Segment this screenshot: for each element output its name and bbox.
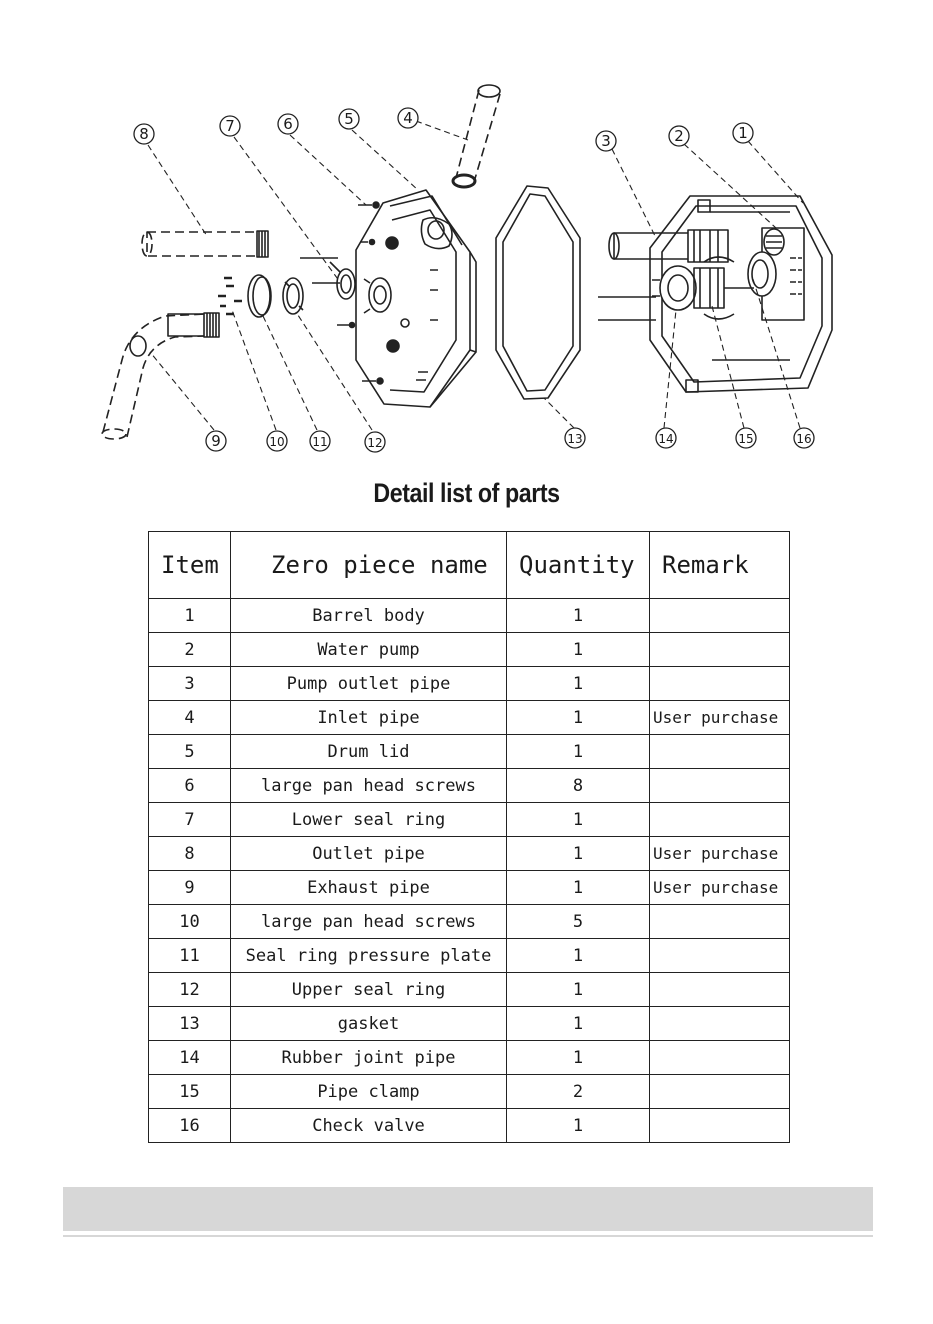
cell-remark: [650, 769, 790, 803]
callout-12: 12: [367, 436, 383, 450]
cell-remark: User purchase: [650, 837, 790, 871]
callout-1: 1: [738, 124, 748, 142]
cell-remark: [650, 735, 790, 769]
cell-name: Inlet pipe: [231, 701, 507, 735]
cell-item: 3: [149, 667, 231, 701]
cell-remark: [650, 633, 790, 667]
cell-quantity: 5: [507, 905, 650, 939]
parts-table: [148, 531, 790, 1143]
table-row: [149, 871, 790, 905]
footer-bar: [63, 1187, 873, 1231]
cell-name: Rubber joint pipe: [231, 1041, 507, 1075]
cell-item: 2: [149, 633, 231, 667]
drum-lid-drawing: [356, 190, 476, 407]
cell-item: 15: [149, 1075, 231, 1109]
parts-table-body: [149, 599, 790, 1143]
cell-item: 8: [149, 837, 231, 871]
cell-remark: [650, 1109, 790, 1143]
table-row: [149, 803, 790, 837]
table-row: [149, 837, 790, 871]
callout-15: 15: [738, 432, 754, 446]
cell-name: Drum lid: [231, 735, 507, 769]
cell-remark: User purchase: [650, 871, 790, 905]
cell-item: 16: [149, 1109, 231, 1143]
lower-seal-ring-drawing: [300, 258, 355, 299]
table-row: [149, 667, 790, 701]
header-name: Zero piece name: [231, 532, 507, 599]
header-quantity: Quantity: [507, 532, 650, 599]
upper-seal-ring-drawing: [283, 278, 303, 314]
table-row: [149, 701, 790, 735]
table-row: [149, 1007, 790, 1041]
header-remark: Remark: [650, 532, 790, 599]
cell-remark: [650, 905, 790, 939]
cell-item: 4: [149, 701, 231, 735]
cell-quantity: 1: [507, 667, 650, 701]
cell-remark: [650, 1041, 790, 1075]
cell-name: gasket: [231, 1007, 507, 1041]
cell-item: 10: [149, 905, 231, 939]
cell-quantity: 1: [507, 735, 650, 769]
cell-item: 12: [149, 973, 231, 1007]
callout-14: 14: [658, 432, 674, 446]
table-row: [149, 973, 790, 1007]
cell-name: large pan head screws: [231, 905, 507, 939]
pump-fittings-drawing: [598, 257, 754, 320]
cell-item: 6: [149, 769, 231, 803]
callout-4: 4: [403, 109, 413, 127]
cell-item: 13: [149, 1007, 231, 1041]
cell-name: Pipe clamp: [231, 1075, 507, 1109]
cell-item: 5: [149, 735, 231, 769]
gasket-drawing: [496, 186, 580, 399]
cell-remark: User purchase: [650, 701, 790, 735]
inlet-pipe-drawing: [453, 85, 500, 187]
callout-11: 11: [312, 435, 328, 449]
cell-name: Pump outlet pipe: [231, 667, 507, 701]
footer-rule: [63, 1235, 873, 1237]
callout-13: 13: [567, 432, 583, 446]
table-row: [149, 633, 790, 667]
exploded-parts-diagram: [0, 0, 933, 470]
cell-quantity: 1: [507, 1041, 650, 1075]
table-row: [149, 1109, 790, 1143]
cell-quantity: 1: [507, 939, 650, 973]
callout-2: 2: [674, 127, 684, 145]
cell-item: 9: [149, 871, 231, 905]
pump-outlet-pipe-drawing: [609, 230, 728, 262]
cell-quantity: 1: [507, 599, 650, 633]
callout-5: 5: [344, 110, 354, 128]
callout-7: 7: [225, 117, 235, 135]
cell-name: Water pump: [231, 633, 507, 667]
cell-remark: [650, 803, 790, 837]
table-header-row: [149, 532, 790, 599]
callout-6: 6: [283, 115, 293, 133]
cell-remark: [650, 1075, 790, 1109]
cell-name: Seal ring pressure plate: [231, 939, 507, 973]
cell-item: 1: [149, 599, 231, 633]
cell-name: Exhaust pipe: [231, 871, 507, 905]
outlet-pipe-drawing: [142, 231, 268, 257]
table-row: [149, 1075, 790, 1109]
table-row: [149, 905, 790, 939]
cell-remark: [650, 973, 790, 1007]
callout-9: 9: [211, 432, 221, 450]
small-screws-drawing: [218, 278, 242, 314]
table-row: [149, 769, 790, 803]
cell-quantity: 8: [507, 769, 650, 803]
cell-remark: [650, 939, 790, 973]
exhaust-pipe-drawing: [102, 313, 219, 439]
water-pump-drawing: [748, 228, 804, 320]
table-row: [149, 599, 790, 633]
cell-item: 7: [149, 803, 231, 837]
cell-name: Upper seal ring: [231, 973, 507, 1007]
parts-list-heading: Detail list of parts: [373, 478, 560, 508]
cell-quantity: 1: [507, 973, 650, 1007]
cell-item: 14: [149, 1041, 231, 1075]
callout-10: 10: [269, 435, 285, 449]
header-item: Item: [149, 532, 231, 599]
cell-quantity: 1: [507, 1109, 650, 1143]
cell-quantity: 2: [507, 1075, 650, 1109]
cell-item: 11: [149, 939, 231, 973]
callout-8: 8: [139, 125, 149, 143]
cell-name: large pan head screws: [231, 769, 507, 803]
cell-name: Check valve: [231, 1109, 507, 1143]
cell-quantity: 1: [507, 837, 650, 871]
cell-remark: [650, 599, 790, 633]
cell-remark: [650, 1007, 790, 1041]
table-row: [149, 939, 790, 973]
cell-name: Lower seal ring: [231, 803, 507, 837]
cell-name: Barrel body: [231, 599, 507, 633]
callout-16: 16: [796, 432, 812, 446]
cell-quantity: 1: [507, 1007, 650, 1041]
table-row: [149, 735, 790, 769]
pressure-plate-drawing: [248, 275, 271, 317]
cell-quantity: 1: [507, 701, 650, 735]
cell-quantity: 1: [507, 803, 650, 837]
callout-3: 3: [601, 132, 611, 150]
cell-quantity: 1: [507, 633, 650, 667]
cell-remark: [650, 667, 790, 701]
table-row: [149, 1041, 790, 1075]
cell-quantity: 1: [507, 871, 650, 905]
cell-name: Outlet pipe: [231, 837, 507, 871]
